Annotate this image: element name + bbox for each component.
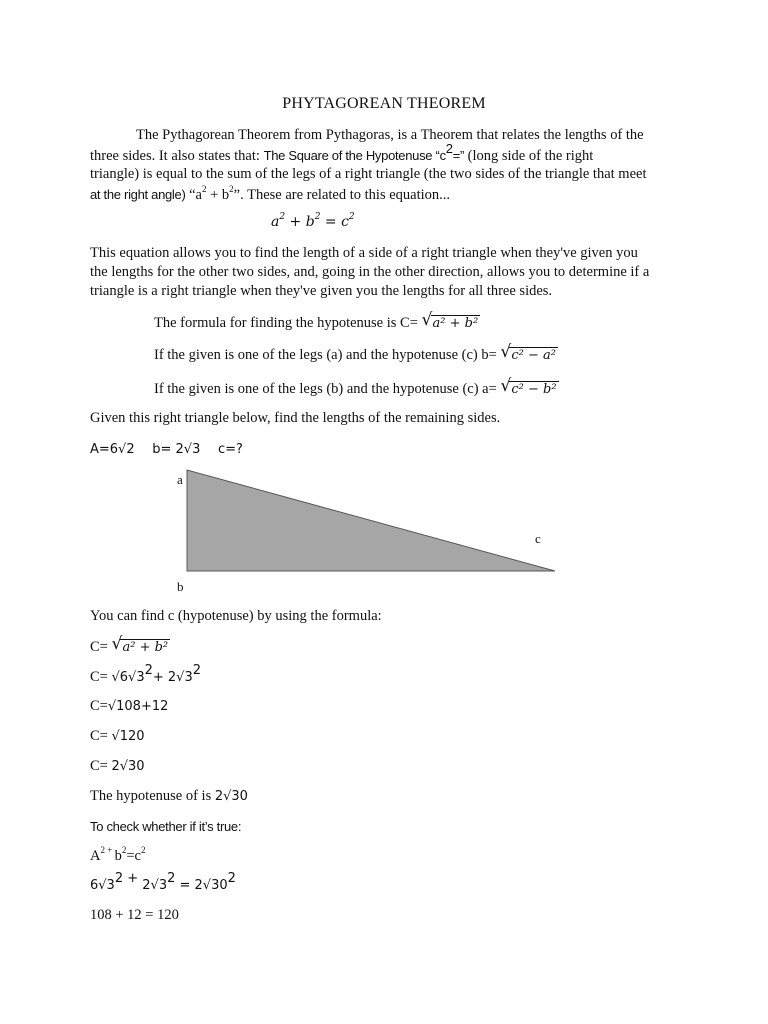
check-line-3: 108 + 12 = 120 bbox=[90, 907, 179, 923]
check-1-a: A bbox=[90, 848, 101, 864]
step-4-label: C= bbox=[90, 728, 112, 744]
check-1-c: =c bbox=[126, 848, 141, 864]
step-3-label: C= bbox=[90, 698, 108, 714]
para2-line-2: the lengths for the other two sides, and, going in the other direction, allows you to determine if a bbox=[90, 264, 650, 280]
given-prompt: Given this right triangle below, find the lengths of the remaining sides. bbox=[90, 410, 501, 426]
step-2-exp-1: 2 bbox=[144, 663, 153, 679]
check-2-exp-2: 2 bbox=[167, 871, 176, 887]
check-2-exp-3: 2 bbox=[227, 871, 236, 887]
step-1-radical bbox=[111, 634, 170, 657]
radical-icon: √ bbox=[111, 634, 123, 654]
given-a: A=6√2 bbox=[90, 442, 135, 457]
intro-hypotenuse-phrase: The Square of the Hypotenuse “c bbox=[263, 148, 446, 163]
eq-a: a bbox=[271, 214, 280, 230]
check-1-b: b bbox=[114, 848, 122, 864]
solution-step-4 bbox=[90, 727, 145, 746]
check-line-1 bbox=[90, 847, 145, 866]
formula-3-radical bbox=[500, 376, 558, 399]
intro-c-exponent: 2 bbox=[445, 141, 453, 157]
intro-equals-quote: =” bbox=[452, 148, 465, 163]
intro-line-2 bbox=[90, 141, 594, 166]
step-2-term-2: + 2√3 bbox=[152, 670, 193, 685]
step-5-value: 2√30 bbox=[111, 759, 145, 774]
intro-line-3: triangle) is equal to the sum of the legs of a right triangle (the two sides of the triangle that meet bbox=[90, 166, 647, 182]
intro-line-4 bbox=[90, 185, 450, 205]
formula-hypotenuse bbox=[154, 310, 480, 333]
check-2-term-2: 2√3 bbox=[142, 878, 168, 893]
eq-b: b bbox=[305, 214, 315, 230]
check-2-term-1: 6√3 bbox=[90, 878, 115, 893]
pythagorean-equation bbox=[271, 213, 355, 232]
check-2-exp-plus: 2 + bbox=[114, 871, 143, 887]
solution-step-2 bbox=[90, 663, 202, 687]
solution-step-3 bbox=[90, 697, 168, 716]
eq-equals: = bbox=[320, 214, 342, 230]
intro-b-term: + b bbox=[206, 187, 230, 203]
formula-1-text: The formula for finding the hypotenuse is C= bbox=[154, 315, 422, 331]
solution-step-1 bbox=[90, 634, 170, 657]
intro-line-2-end: (long side of the right bbox=[464, 148, 594, 164]
para2-line-3: triangle is a right triangle when they've given you the lengths for all three sides. bbox=[90, 283, 553, 299]
formula-2-radicand: c² − a² bbox=[511, 348, 557, 363]
eq-c-exp: 2 bbox=[348, 212, 355, 223]
given-c: c=? bbox=[217, 442, 243, 457]
triangle-label-a: a bbox=[177, 472, 183, 487]
step-1-radicand: a² + b² bbox=[122, 640, 169, 655]
triangle-label-b: b bbox=[177, 579, 184, 594]
triangle-label-c: c bbox=[535, 531, 541, 546]
right-triangle-shape bbox=[187, 470, 555, 571]
eq-plus: + bbox=[285, 214, 306, 230]
eq-c: c bbox=[341, 214, 349, 230]
radical-icon: √ bbox=[421, 310, 433, 330]
formula-1-radical bbox=[421, 310, 481, 333]
intro-line-2-start: three sides. It also states that: bbox=[90, 148, 264, 164]
formula-leg-a bbox=[154, 376, 559, 399]
formula-3-radicand: c² − b² bbox=[511, 382, 557, 397]
intro-b-exponent: 2 bbox=[229, 184, 234, 195]
eq-b-exp: 2 bbox=[314, 212, 321, 223]
intro-a-term: “a bbox=[185, 187, 202, 203]
check-1-exp-plus: 2 + bbox=[100, 845, 115, 856]
check-1-b-exp: 2 bbox=[121, 845, 127, 856]
formula-2-text: If the given is one of the legs (a) and the hypotenuse (c) b= bbox=[154, 347, 501, 363]
intro-line-4-end: ”. These are related to this equation... bbox=[233, 187, 451, 203]
right-triangle-figure bbox=[180, 464, 564, 580]
page-title: PHYTAGOREAN THEOREM bbox=[282, 95, 486, 112]
para2-line-1: This equation allows you to find the length of a side of a right triangle when they've given you bbox=[90, 245, 638, 261]
check-heading: To check whether if it’s true: bbox=[90, 819, 242, 834]
eq-a-exp: 2 bbox=[279, 212, 286, 223]
check-1-c-exp: 2 bbox=[140, 845, 146, 856]
solution-result bbox=[90, 787, 248, 806]
step-5-label: C= bbox=[90, 758, 112, 774]
step-1-label: C= bbox=[90, 639, 112, 655]
formula-2-radical bbox=[500, 342, 558, 365]
result-value: 2√30 bbox=[214, 789, 248, 804]
step-3-value: √108+12 bbox=[107, 699, 169, 714]
step-2-term-1: √6√3 bbox=[111, 670, 145, 685]
radical-icon: √ bbox=[500, 342, 512, 362]
formula-leg-b bbox=[154, 342, 558, 365]
solution-intro: You can find c (hypotenuse) by using the formula: bbox=[90, 608, 382, 624]
formula-1-radicand: a² + b² bbox=[432, 316, 479, 331]
given-b: b= 2√3 bbox=[152, 442, 201, 457]
given-values bbox=[90, 440, 243, 459]
check-line-2 bbox=[90, 871, 236, 895]
intro-right-angle: at the right angle) bbox=[90, 187, 186, 202]
radical-icon: √ bbox=[500, 376, 512, 396]
formula-3-text: If the given is one of the legs (b) and the hypotenuse (c) a= bbox=[154, 381, 501, 397]
step-4-value: √120 bbox=[111, 729, 145, 744]
solution-step-5 bbox=[90, 757, 145, 776]
intro-a-exponent: 2 bbox=[201, 184, 207, 195]
result-text: The hypotenuse of is bbox=[90, 788, 215, 804]
intro-line-1: The Pythagorean Theorem from Pythagoras, is a Theorem that relates the lengths of the bbox=[136, 127, 644, 143]
step-2-exp-2: 2 bbox=[192, 663, 202, 679]
check-2-result: = 2√30 bbox=[175, 878, 228, 893]
step-2-label: C= bbox=[90, 669, 112, 685]
